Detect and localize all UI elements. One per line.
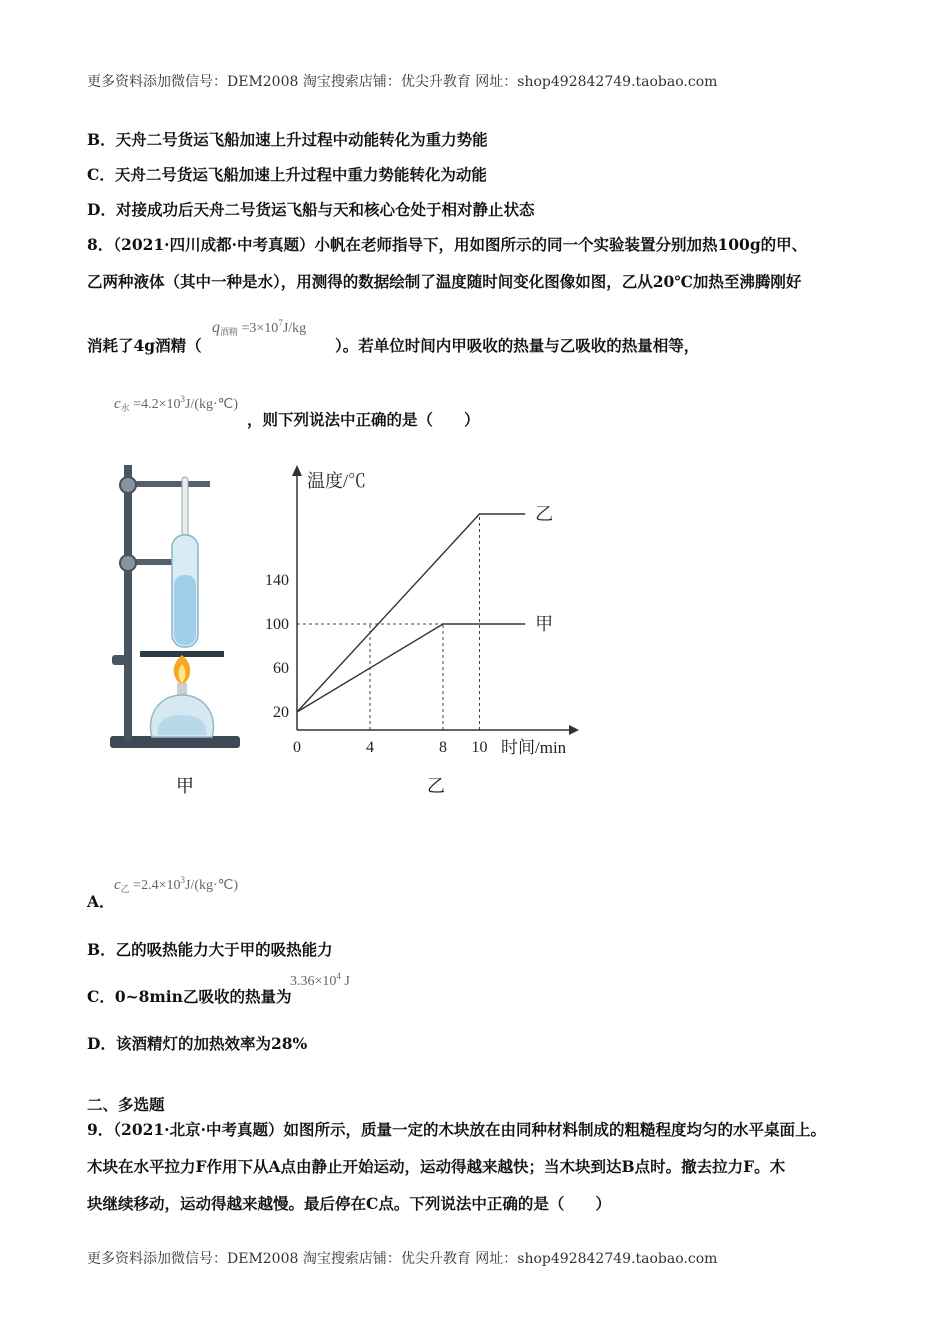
section-title: 二、多选题 [87, 1095, 165, 1114]
x-tick-label: 0 [293, 739, 301, 756]
clamp-knob [120, 477, 136, 493]
q7-option-c[interactable]: C．天舟二号货运飞船加速上升过程中重力势能转化为动能 [87, 165, 487, 184]
y-tick-label: 60 [273, 660, 289, 677]
temperature-time-chart [255, 455, 600, 775]
q8-option-b[interactable]: B．乙的吸热能力大于甲的吸热能力 [87, 940, 333, 959]
y-tick-label: 140 [265, 572, 289, 589]
x-tick-label: 4 [366, 739, 374, 756]
q8-option-a-label[interactable]: A． [87, 892, 115, 911]
q9-stem-line3: 块继续移动，运动得越来越慢。最后停在C点。下列说法中正确的是（ ） [87, 1194, 611, 1213]
x-tick-label: 10 [471, 739, 488, 756]
q8-option-c-formula: $3.36\times 10^4$ J [290, 971, 350, 989]
q9-stem-line1: 9．（2021·北京·中考真题）如图所示，质量一定的木块放在由同种材料制成的粗糙程度均匀的水平桌面上。 [87, 1120, 826, 1139]
q7-option-d[interactable]: D．对接成功后天舟二号货运飞船与天和核心仓处于相对静止状态 [87, 200, 535, 219]
q8-stem-line2: 乙两种液体（其中一种是水），用测得的数据绘制了温度随时间变化图像如图，乙从20℃加热至沸腾刚好 [87, 272, 802, 291]
q8-option-a-formula[interactable]: $c_乙$ $=2.4\times 10^3J/(kg\cdot℃)$ [114, 875, 239, 894]
q8-stem-line4-after: ，则下列说法中正确的是（ ） [247, 410, 480, 429]
series-label-乙: 乙 [535, 504, 554, 524]
series-line-乙 [297, 514, 525, 712]
figure-label-right: 乙 [427, 776, 445, 797]
q7-option-b[interactable]: B．天舟二号货运飞船加速上升过程中动能转化为重力势能 [87, 130, 488, 149]
q-alcohol-formula: $q_{酒精} =3\times 10^7J/kg$ [212, 318, 307, 337]
c-water-formula: $c_水$ $=4.2\times 10^3J/(kg\cdot℃)$ [114, 394, 239, 413]
x-axis-label: 时间/min [501, 738, 567, 757]
q8-stem-line3-after: ）。若单位时间内甲吸收的热量与乙吸收的热量相等， [335, 336, 700, 355]
stand-pole [124, 465, 132, 740]
q8-option-d[interactable]: D．该酒精灯的加热效率为28% [87, 1034, 308, 1053]
x-axis-arrow [569, 725, 579, 735]
page-header: 更多资料添加微信号：DEM2008 淘宝搜索店铺：优尖升教育 网址：shop492842749.taobao.com [87, 74, 718, 90]
q8-stem-line1: 8．（2021·四川成都·中考真题）小帆在老师指导下，用如图所示的同一个实验装置分别加热100g的甲、 [87, 235, 808, 254]
q8-stem-line3-before: 消耗了4g酒精（ [87, 336, 202, 355]
y-tick-label: 100 [265, 616, 289, 633]
y-axis-arrow [292, 465, 302, 476]
figure-label-left: 甲 [176, 776, 194, 797]
series-label-甲: 甲 [535, 614, 554, 634]
page-footer: 更多资料添加微信号：DEM2008 淘宝搜索店铺：优尖升教育 网址：shop492842749.taobao.com [87, 1251, 718, 1267]
y-tick-label: 20 [273, 704, 289, 721]
x-tick-label: 8 [439, 739, 447, 756]
series-line-甲 [297, 624, 525, 712]
apparatus-figure [100, 455, 250, 755]
y-axis-label: 温度/℃ [307, 471, 367, 491]
q9-stem-line2: 木块在水平拉力F作用下从A点由静止开始运动，运动得越来越快；当木块到达B点时。撤去拉力F。木 [87, 1157, 786, 1176]
q8-option-c-text[interactable]: C．0~8min乙吸收的热量为 [87, 987, 292, 1006]
